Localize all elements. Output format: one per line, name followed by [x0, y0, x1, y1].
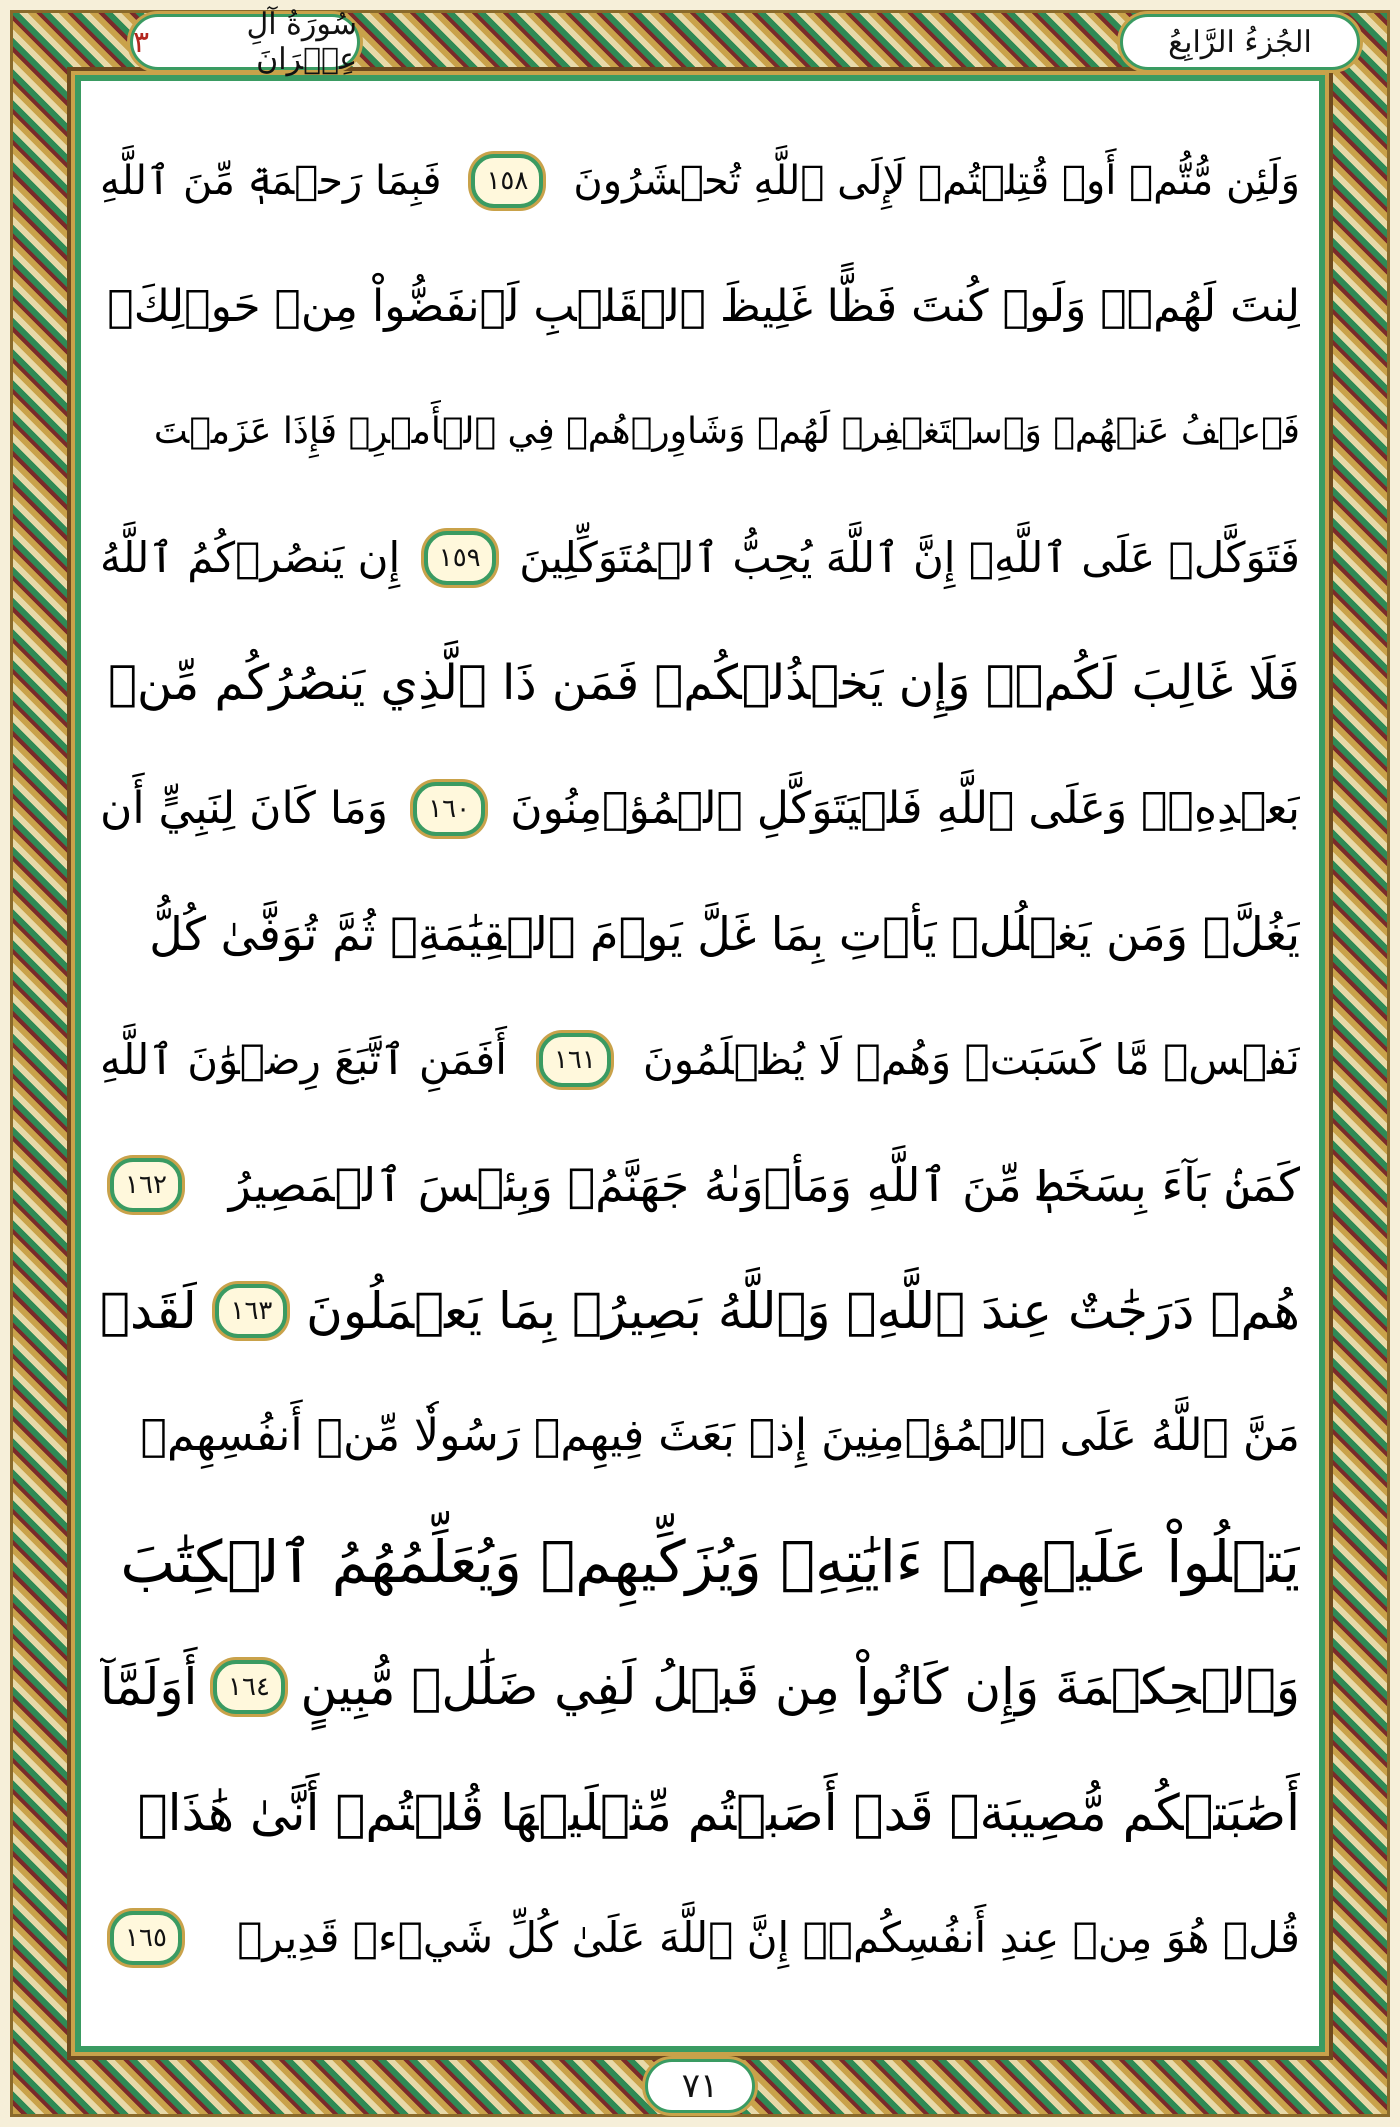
juz-label: الجُزءُ الرَّابِعُ [1168, 24, 1312, 60]
text-line [100, 758, 1300, 860]
line-text: وَلَئِن مُّتُّمۡ أَوۡ قُتِلۡتُمۡ لَإِلَى ٱللَّهِ تُحۡشَرُونَ [573, 158, 1300, 204]
ayah-marker: ١٦٠ [413, 782, 485, 836]
text-line [100, 1260, 1300, 1362]
text-line [100, 130, 1300, 232]
line-text: أَوَلَمَّآ [100, 1658, 198, 1716]
line-text: وَٱلۡحِكۡمَةَ وَإِن كَانُواْ مِن قَبۡلُ لَفِي ضَلَٰلٖ مُّبِينٍ [300, 1658, 1300, 1716]
line-text: كَمَنۢ بَآءَ بِسَخَطٖ مِّنَ ٱللَّهِ وَمَأۡوَىٰهُ جَهَنَّمُۖ وَبِئۡسَ ٱلۡمَصِيرُ [228, 1158, 1300, 1212]
text-line [100, 1762, 1300, 1864]
text-line [100, 1887, 1300, 1989]
ayah-marker: ١٥٩ [424, 531, 496, 585]
text-line [100, 1636, 1300, 1738]
line-text: يَتۡلُواْ عَلَيۡهِمۡ ءَايَٰتِهِۦ وَيُزَكِّيهِمۡ وَيُعَلِّمُهُمُ ٱلۡكِتَٰبَ [120, 1527, 1300, 1596]
ayah-marker: ١٦٥ [110, 1911, 182, 1965]
text-line [100, 1385, 1300, 1487]
line-text: نَفۡسٖ مَّا كَسَبَتۡ وَهُمۡ لَا يُظۡلَمُونَ [642, 1034, 1300, 1084]
line-text: فَتَوَكَّلۡ عَلَى ٱللَّهِۚ إِنَّ ٱللَّهَ يُحِبُّ ٱلۡمُتَوَكِّلِينَ [519, 532, 1300, 582]
surah-header [130, 7, 360, 77]
text-line [100, 1134, 1300, 1236]
text-line [100, 632, 1300, 734]
line-text: لَقَدۡ [100, 1281, 197, 1340]
text-line [100, 507, 1300, 609]
line-text: فَٱعۡفُ عَنۡهُمۡ وَٱسۡتَغۡفِرۡ لَهُمۡ وَشَاوِرۡهُمۡ فِي ٱلۡأَمۡرِۖ فَإِذَا عَزَمۡتَ [153, 411, 1300, 452]
text-line [100, 256, 1300, 358]
ayah-marker: ١٦٤ [213, 1660, 285, 1714]
juz-header [1120, 14, 1360, 70]
ayah-marker: ١٦١ [539, 1033, 611, 1087]
ayah-marker: ١٦٣ [215, 1284, 287, 1338]
line-text: إِن يَنصُرۡكُمُ ٱللَّهُ [100, 532, 401, 582]
line-text: بَعۡدِهِۦۗ وَعَلَى ٱللَّهِ فَلۡيَتَوَكَّلِ ٱلۡمُؤۡمِنُونَ [510, 782, 1300, 834]
page-number-text: ٧١ [681, 2066, 719, 2106]
line-text: لِنتَ لَهُمۡۖ وَلَوۡ كُنتَ فَظًّا غَلِيظَ ٱلۡقَلۡبِ لَٱنفَضُّواْ مِنۡ حَوۡلِكَۖ [107, 280, 1300, 332]
line-text: أَفَمَنِ ٱتَّبَعَ رِضۡوَٰنَ ٱللَّهِ [100, 1034, 507, 1084]
line-text: قُلۡ هُوَ مِنۡ عِندِ أَنفُسِكُمۡۗ إِنَّ ٱللَّهَ عَلَىٰ كُلِّ شَيۡءٖ قَدِيرٞ [237, 1913, 1300, 1962]
line-text: فَبِمَا رَحۡمَةٖ مِّنَ ٱللَّهِ [100, 158, 442, 204]
quran-text [100, 120, 1300, 2007]
surah-number: ٣ [133, 24, 150, 60]
surah-label: سُورَةُ آلِ عِمۡرَانَ [246, 7, 357, 77]
line-text: أَصَٰبَتۡكُم مُّصِيبَةٞ قَدۡ أَصَبۡتُم مِّثۡلَيۡهَا قُلۡتُمۡ أَنَّىٰ هَٰذَاۖ [137, 1783, 1300, 1842]
text-line [100, 883, 1300, 985]
line-text: وَمَا كَانَ لِنَبِيٍّ أَن [100, 782, 389, 834]
line-text: مَنَّ ٱللَّهُ عَلَى ٱلۡمُؤۡمِنِينَ إِذۡ بَعَثَ فِيهِمۡ رَسُولٗا مِّنۡ أَنفُسِهِمۡ [140, 1410, 1300, 1461]
page-number [645, 2059, 755, 2113]
line-text: هُمۡ دَرَجَٰتٌ عِندَ ٱللَّهِۗ وَٱللَّهُ بَصِيرُۢ بِمَا يَعۡمَلُونَ [306, 1281, 1300, 1340]
line-text: يَغُلَّۚ وَمَن يَغۡلُلۡ يَأۡتِ بِمَا غَلَّ يَوۡمَ ٱلۡقِيَٰمَةِۚ ثُمَّ تُوَفَّىٰ كُلُّ [149, 907, 1300, 961]
text-line [100, 381, 1300, 483]
ayah-marker: ١٥٨ [471, 154, 543, 208]
ayah-marker: ١٦٢ [110, 1158, 182, 1212]
text-line [100, 1009, 1300, 1111]
line-text: فَلَا غَالِبَ لَكُمۡۖ وَإِن يَخۡذُلۡكُمۡ فَمَن ذَا ٱلَّذِي يَنصُرُكُم مِّنۢ [108, 655, 1300, 711]
text-line [100, 1511, 1300, 1613]
